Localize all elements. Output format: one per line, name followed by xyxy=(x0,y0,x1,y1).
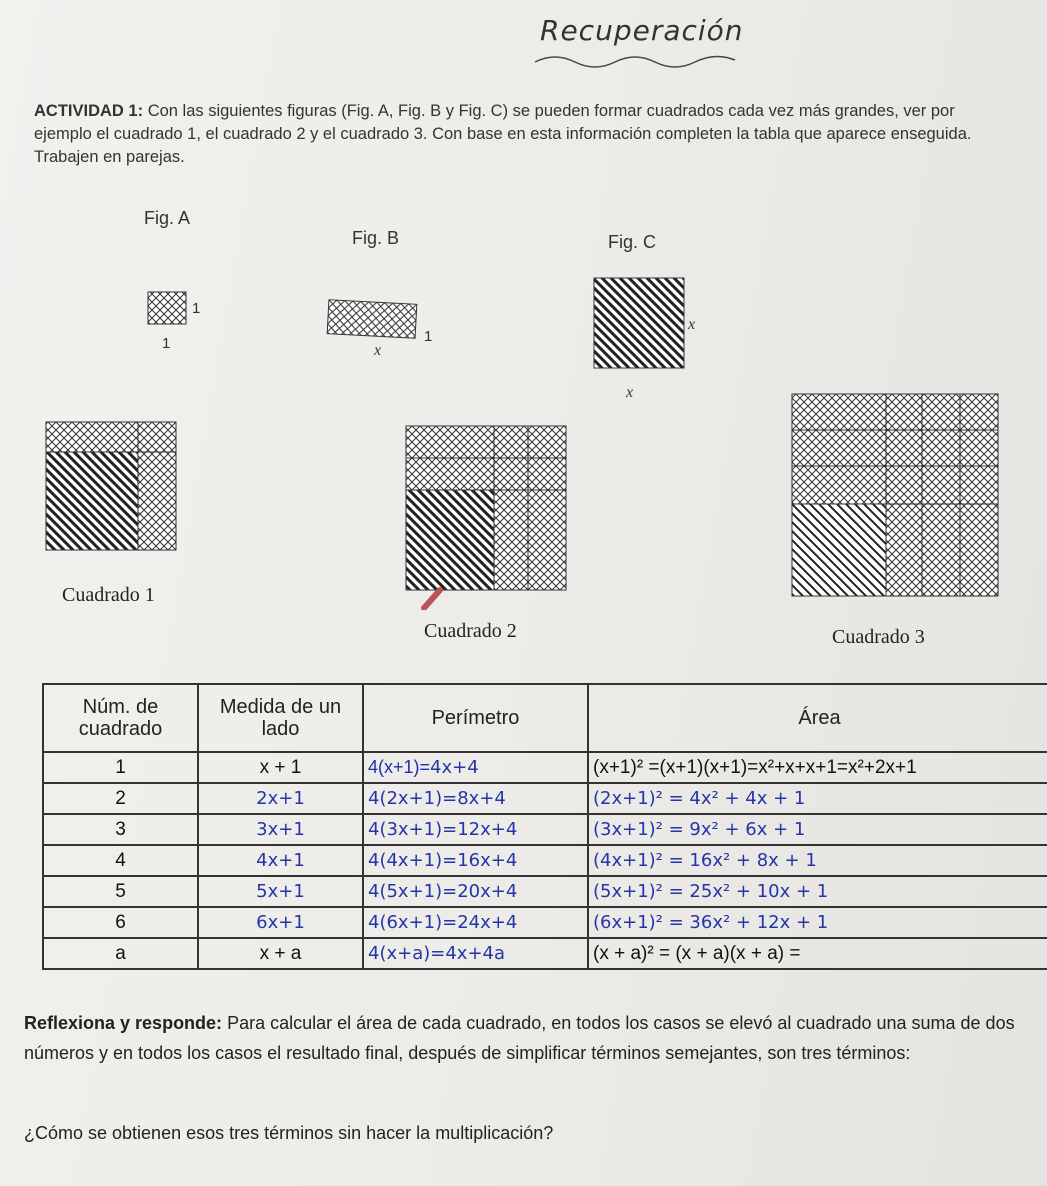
row-number: 5 xyxy=(115,880,126,902)
cell-num xyxy=(43,752,198,783)
header-perimeter: Perímetro xyxy=(363,684,588,752)
table-row xyxy=(43,814,1047,845)
perimeter-printed: 4(x+1)= xyxy=(368,756,431,777)
area-printed: (x+1)² =(x+1)(x+1)=x²+x+x+1=x²+2x+1 xyxy=(593,756,917,778)
cell-num xyxy=(43,845,198,876)
cell-side xyxy=(198,907,363,938)
perimeter-handwritten: 4(3x+1)=12x+4 xyxy=(368,818,518,840)
perimeter-handwritten: 4(x+a)=4x+4a xyxy=(368,942,506,964)
area-handwritten: (4x+1)² = 16x² + 8x + 1 xyxy=(593,849,817,871)
area-handwritten: (2x+1)² = 4x² + 4x + 1 xyxy=(593,787,806,809)
table-row xyxy=(43,938,1047,969)
cuadrado-2-caption: Cuadrado 2 xyxy=(424,620,517,642)
cell-side xyxy=(198,752,363,783)
cell-side xyxy=(198,938,363,969)
cell-perimeter xyxy=(363,845,588,876)
header-side: Medida de un lado xyxy=(198,684,363,752)
cell-perimeter xyxy=(363,752,588,783)
cell-area xyxy=(588,845,1047,876)
area-printed: (x + a)² = (x + a)(x + a) = xyxy=(593,942,801,964)
cell-perimeter xyxy=(363,938,588,969)
intro-paragraph xyxy=(34,100,984,169)
row-number: a xyxy=(115,942,126,964)
row-number: 4 xyxy=(115,849,126,871)
cuadrado-1-caption: Cuadrado 1 xyxy=(62,584,155,606)
side-length: 5x+1 xyxy=(256,880,305,902)
cell-num xyxy=(43,938,198,969)
fig-c-side-right: x xyxy=(688,316,696,333)
intro-text: Con las siguientes figuras (Fig. A, Fig. B y Fig. C) se pueden formar cuadrados cada vez más grandes, ver por ejemplo el cuadrado 1, el cuadrado 2 y el cuadrado 3. Con base en esta información completen la tabla que aparece enseguida. Trabajen en parejas. xyxy=(34,102,972,166)
cell-side xyxy=(198,876,363,907)
cell-perimeter xyxy=(363,907,588,938)
fig-a-unit-square xyxy=(148,292,186,324)
cell-num xyxy=(43,876,198,907)
fig-a-label: Fig. A xyxy=(144,208,191,228)
cuadrado-3-caption: Cuadrado 3 xyxy=(832,626,925,648)
row-number: 6 xyxy=(115,911,126,933)
side-length: 4x+1 xyxy=(256,849,305,871)
fig-a-side-bottom: 1 xyxy=(162,335,171,352)
fig-b-rectangle xyxy=(327,300,417,339)
intro-label: ACTIVIDAD 1: xyxy=(34,102,144,120)
cell-num xyxy=(43,783,198,814)
row-number: 3 xyxy=(115,818,126,840)
table-row xyxy=(43,752,1047,783)
cell-side xyxy=(198,814,363,845)
cell-perimeter xyxy=(363,876,588,907)
header-num: Núm. de cuadrado xyxy=(43,684,198,752)
header-area: Área xyxy=(588,684,1047,752)
side-length: x + a xyxy=(259,942,302,964)
cell-area xyxy=(588,814,1047,845)
side-length: 3x+1 xyxy=(256,818,305,840)
reflection-text: Para calcular el área de cada cuadrado, en todos los casos se elevó al cuadrado una suma de dos números y en todos los casos el resultado final, después de simplificar términos semejantes, son tres términos: xyxy=(24,1013,1015,1063)
fig-a-side-right: 1 xyxy=(192,300,201,317)
cuadrado-3-drawing xyxy=(792,394,998,596)
perimeter-handwritten: 4(5x+1)=20x+4 xyxy=(368,880,518,902)
cell-num xyxy=(43,814,198,845)
fig-b-side-bottom: x xyxy=(374,342,382,359)
perimeter-handwritten: 4(4x+1)=16x+4 xyxy=(368,849,518,871)
side-length: x + 1 xyxy=(259,756,302,778)
side-length: 6x+1 xyxy=(256,911,305,933)
squares-table xyxy=(42,683,1047,970)
area-handwritten: (5x+1)² = 25x² + 10x + 1 xyxy=(593,880,829,902)
area-handwritten: (6x+1)² = 36x² + 12x + 1 xyxy=(593,911,829,933)
table-row xyxy=(43,907,1047,938)
cell-perimeter xyxy=(363,783,588,814)
cell-area xyxy=(588,938,1047,969)
cell-perimeter xyxy=(363,814,588,845)
reflection-paragraph xyxy=(24,1008,1024,1068)
table-row xyxy=(43,845,1047,876)
cell-area xyxy=(588,752,1047,783)
side-length: 2x+1 xyxy=(256,787,305,809)
fig-b-side-right: 1 xyxy=(424,328,433,345)
table-header-row xyxy=(43,684,1047,752)
fig-c-label: Fig. C xyxy=(608,232,657,252)
cell-area xyxy=(588,876,1047,907)
fig-c-square xyxy=(594,278,684,368)
fig-c-side-bottom: x xyxy=(626,384,634,401)
cell-area xyxy=(588,783,1047,814)
row-number: 1 xyxy=(115,756,126,778)
perimeter-handwritten: 4x+4 xyxy=(430,756,479,778)
cuadrado-1-drawing xyxy=(46,422,176,550)
perimeter-handwritten: 4(2x+1)=8x+4 xyxy=(368,787,506,809)
fig-b-label: Fig. B xyxy=(352,228,400,248)
reflection-label: Reflexiona y responde: xyxy=(24,1013,223,1033)
perimeter-handwritten: 4(6x+1)=24x+4 xyxy=(368,911,518,933)
title-underline-squiggle xyxy=(530,50,740,70)
cell-side xyxy=(198,783,363,814)
row-number: 2 xyxy=(115,787,126,809)
cell-side xyxy=(198,845,363,876)
handwritten-title: Recuperación xyxy=(540,14,744,47)
cuadrado-2-drawing xyxy=(406,426,566,608)
table-row xyxy=(43,876,1047,907)
cell-area xyxy=(588,907,1047,938)
area-handwritten: (3x+1)² = 9x² + 6x + 1 xyxy=(593,818,806,840)
cell-num xyxy=(43,907,198,938)
figures-diagram xyxy=(0,270,1047,610)
reflection-question: ¿Cómo se obtienen esos tres términos sin hacer la multiplicación? xyxy=(24,1123,554,1143)
table-row xyxy=(43,783,1047,814)
